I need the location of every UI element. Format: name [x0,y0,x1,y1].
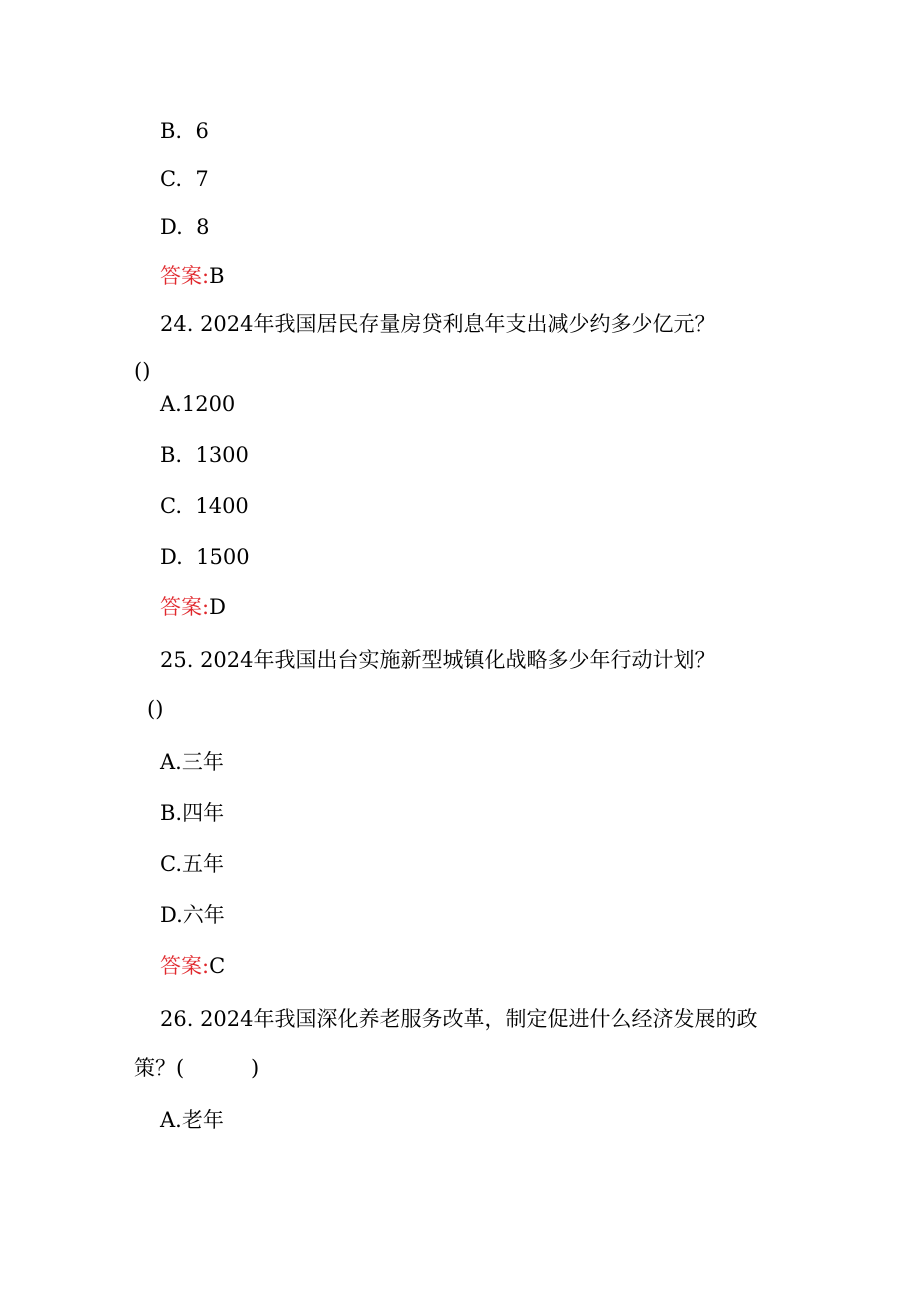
answer-line [160,953,225,979]
option-a: A.三年 [160,750,224,774]
question-24-text: 24. 2024年我国居民存量房贷利息年支出减少约多少亿元？ [160,312,716,336]
answer-value: B [209,264,225,288]
option-b: B. 6 [160,119,209,143]
option-b: B. 1300 [160,443,249,467]
answer-line [160,594,226,620]
option-b: B.四年 [160,801,225,825]
question-25-blank: () [147,697,164,721]
answer-value: D [209,595,226,619]
option-d: D.六年 [160,903,225,927]
option-c: C. 7 [160,167,209,191]
question-25-text: 25. 2024年我国出台实施新型城镇化战略多少年行动计划？ [160,648,716,672]
question-26-blank: 策？( ) [134,1056,260,1080]
answer-label: 答案: [160,264,210,288]
option-a: A.老年 [160,1108,224,1132]
answer-label: 答案: [160,954,210,978]
option-a: A.1200 [160,392,236,416]
question-24-blank: () [134,359,151,383]
answer-value: C [209,954,226,978]
option-d: D. 1500 [160,545,250,569]
option-c: C.五年 [160,852,224,876]
answer-line [160,263,225,289]
question-26-text: 26. 2024年我国深化养老服务改革，制定促进什么经济发展的政 [160,1007,758,1031]
option-d: D. 8 [160,215,210,239]
answer-label: 答案: [160,595,210,619]
option-c: C. 1400 [160,494,249,518]
